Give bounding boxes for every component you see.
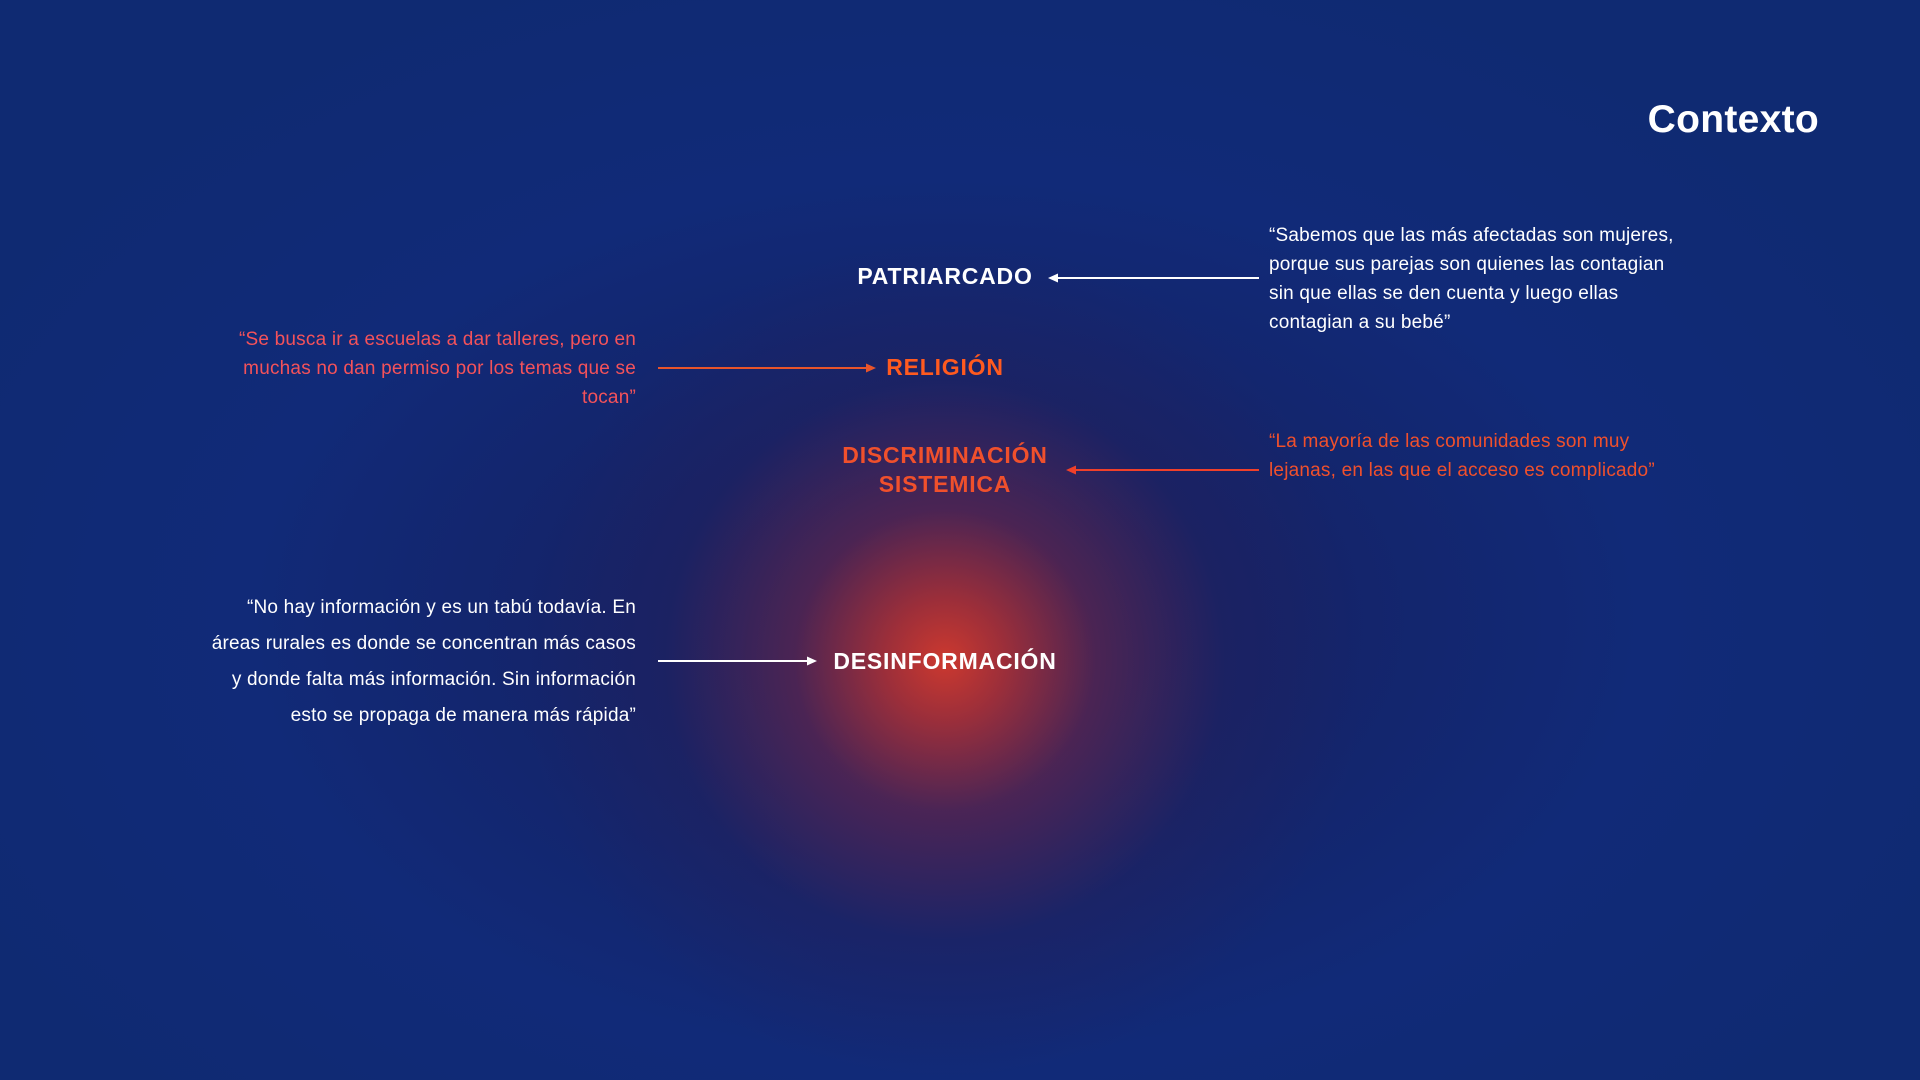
quote-patriarcado: “Sabemos que las más afectadas son mujeres, porque sus parejas son quienes las contagian sin que ellas se den cuenta y luego ellas contagian a su bebé” [1269,225,1674,333]
factor-discriminacion: DISCRIMINACIÓN SISTEMICA [842,442,1048,497]
quote-religion: “Se busca ir a escuelas a dar talleres, pero en muchas no dan permiso por los temas que se tocan” [239,329,636,408]
arrow-discriminacion [1066,466,1259,475]
factor-religion: RELIGIÓN [886,354,1004,380]
quote-discriminacion: “La mayoría de las comunidades son muy lejanas, en las que el acceso es complicado” [1269,431,1655,481]
quote-desinformacion: “No hay información y es un tabú todavía. En áreas rurales es donde se concentran más casos y donde falta más información. Sin información esto se propaga de manera más rápida” [211,597,636,726]
arrow-religion [658,364,876,373]
arrow-patriarcado [1048,274,1259,283]
arrow-desinformacion [658,657,817,666]
factor-patriarcado: PATRIARCADO [857,263,1033,289]
slide-title: Contexto [1647,98,1819,141]
factor-desinformacion: DESINFORMACIÓN [833,648,1057,674]
